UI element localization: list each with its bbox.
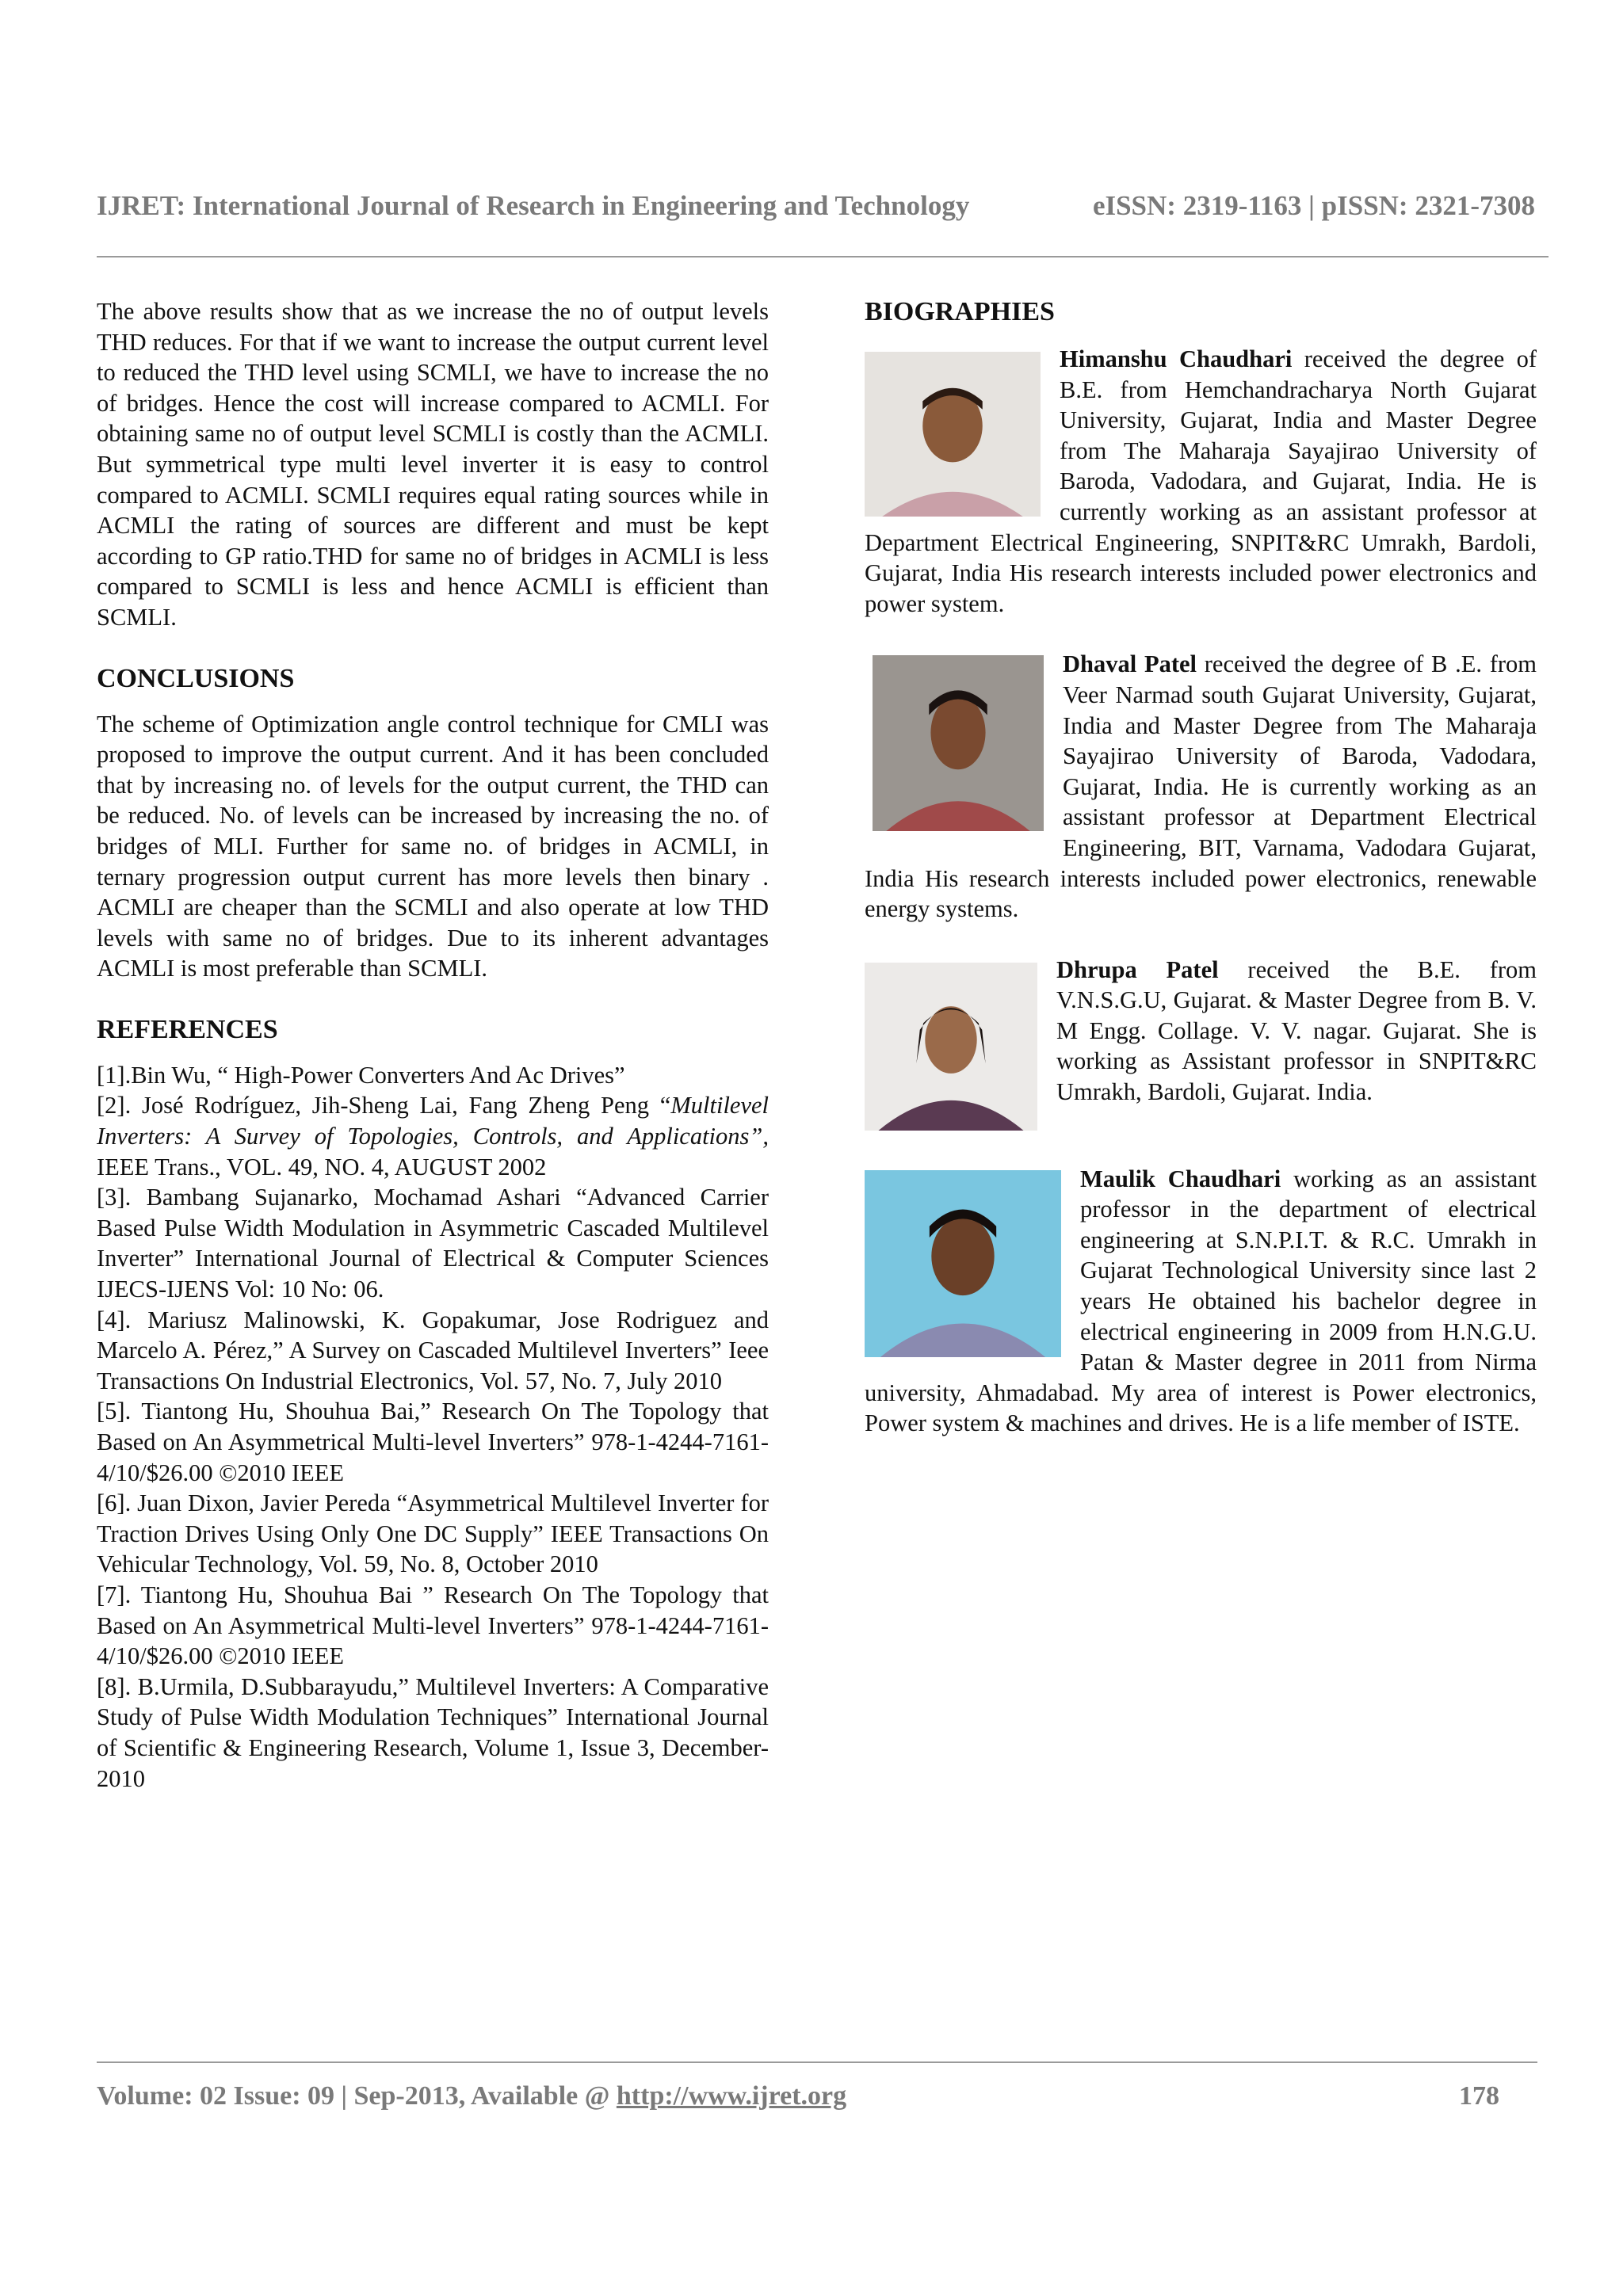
page-number: 178 bbox=[1459, 2081, 1499, 2111]
bio-name: Dhaval Patel bbox=[1063, 650, 1197, 678]
right-column bbox=[865, 296, 1537, 1439]
biography-himanshu bbox=[865, 344, 1537, 619]
results-paragraph: The above results show that as we increase the no of output levels THD reduces. For that if we want to increase the output current level to reduced the THD level using SCMLI, we have to increase the no of bridges. Hence the cost will increase compared to ACMLI. For obtaining same no of output level SCMLI is costly than the ACMLI. But symmetrical type multi level inverter it is easy to control compared to ACMLI. SCMLI requires equal rating sources while in ACMLI the rating of sources are different and must be kept according to GP ratio.THD for same no of bridges in ACMLI is less compared to SCMLI is less and hence ACMLI is efficient than SCMLI. bbox=[97, 298, 769, 631]
running-footer bbox=[97, 2081, 1499, 2111]
reference-item: [2]. José Rodríguez, Jih-Sheng Lai, Fang Zheng Peng “Multilevel Inverters: A Survey of Topologies, Controls, and Applications”, IEEE Trans., VOL. 49, NO. 4, AUGUST 2002 bbox=[97, 1092, 769, 1180]
bio-text: working as an assistant professor in the department of electrical engineering at S.N.P.I.T. & R.C. Umrakh in Gujarat Technological University since last 2 years He obtained his bachelor degree in electrical engineering in 2009 from H.N.G.U. Patan & Master degree in 2011 from Nirma university, Ahmadabad. My area of interest is Power electronics, Power system & machines and drives. He is a life member of ISTE. bbox=[865, 1165, 1537, 1437]
reference-item: [5]. Tiantong Hu, Shouhua Bai,” Research On The Topology that Based on An Asymmetrical Multi-level Inverters” 978-1-4244-7161-4/10/$26.00 ©2010 IEEE bbox=[97, 1398, 769, 1486]
footer-divider bbox=[97, 2061, 1537, 2063]
journal-title: IJRET: International Journal of Research in Engineering and Technology bbox=[97, 190, 970, 221]
reference-title: Multilevel Inverters: A Survey of Topologies, Controls, and Applications”, bbox=[97, 1092, 769, 1150]
reference-item: [8]. B.Urmila, D.Subbarayudu,” Multilevel Inverters: A Comparative Study of Pulse Width Modulation Techniques” International Journal of Scientific & Engineering Research, Volume 1, Issue 3, December-2010 bbox=[97, 1672, 769, 1792]
biography-dhaval bbox=[865, 649, 1537, 924]
issn-info: eISSN: 2319-1163 | pISSN: 2321-7308 bbox=[1092, 190, 1535, 221]
biographies-heading: BIOGRAPHIES bbox=[865, 297, 1055, 326]
reference-item: [3]. Bambang Sujanarko, Mochamad Ashari “Advanced Carrier Based Pulse Width Modulation in Asymmetric Cascaded Multilevel Inverter” International Journal of Electrical & Computer Sciences IJECS-IJENS Vol: 10 No: 06. bbox=[97, 1184, 769, 1303]
bio-text: received the degree of B.E. from Hemchandracharya North Gujarat University, Gujarat, India and Master Degree from The Maharaja Sayajirao University of Baroda, Vadodara, and Gujarat, India. He is currently working as an assistant professor at Department Electrical Engineering, SNPIT&RC Umrakh, Bardoli, Gujarat, India His research interests included power electronics and power system. bbox=[865, 345, 1537, 617]
author-photo bbox=[865, 352, 1041, 517]
biography-dhrupa bbox=[865, 955, 1537, 1134]
references-heading: REFERENCES bbox=[97, 1014, 278, 1044]
reference-item: [4]. Mariusz Malinowski, K. Gopakumar, Jose Rodriguez and Marcelo A. Pérez,” A Survey on Cascaded Multilevel Inverters” Ieee Transactions On Industrial Electronics, Vol. 57, No. 7, July 2010 bbox=[97, 1306, 769, 1394]
reference-item: [6]. Juan Dixon, Javier Pereda “Asymmetrical Multilevel Inverter for Traction Drives Using Only One DC Supply” IEEE Transactions On Vehicular Technology, Vol. 59, No. 8, October 2010 bbox=[97, 1489, 769, 1578]
reference-item: [1].Bin Wu, “ High-Power Converters And Ac Drives” bbox=[97, 1061, 625, 1089]
left-column bbox=[97, 296, 769, 1794]
bio-name: Himanshu Chaudhari bbox=[1060, 345, 1293, 372]
bio-name: Maulik Chaudhari bbox=[1080, 1165, 1281, 1192]
header-divider bbox=[97, 256, 1549, 257]
conclusions-paragraph: The scheme of Optimization angle control technique for CMLI was proposed to improve the output current. And it has been concluded that by increasing no. of levels for the output current, the THD can be reduced. No. of levels can be increased by increasing the no. of bridges of MLI. Further for same no. of bridges in ACMLI, in ternary progression output current has more levels then binary . ACMLI are cheaper than the SCMLI and also operate at low THD levels with same no of bridges. Due to its inherent advantages ACMLI is most preferable than SCMLI. bbox=[97, 710, 769, 982]
biography-maulik bbox=[865, 1164, 1537, 1439]
journal-link[interactable]: http://www.ijret.org bbox=[616, 2081, 847, 2111]
author-photo bbox=[865, 1170, 1061, 1357]
author-photo bbox=[865, 963, 1037, 1131]
reference-item: [7]. Tiantong Hu, Shouhua Bai ” Research On The Topology that Based on An Asymmetrical Multi-level Inverters” 978-1-4244-7161-4/10/$26.00 ©2010 IEEE bbox=[97, 1581, 769, 1670]
running-header bbox=[97, 190, 1535, 222]
author-photo bbox=[873, 655, 1044, 831]
bio-name: Dhrupa Patel bbox=[1056, 955, 1219, 983]
bio-text: received the B.E. from V.N.S.G.U, Gujarat. & Master Degree from B. V. M Engg. Collage. V. V. nagar. Gujarat. She is working as Assistant professor in SNPIT&RC Umrakh, Bardoli, Gujarat. India. bbox=[1056, 955, 1537, 1106]
conclusions-heading: CONCLUSIONS bbox=[97, 663, 295, 693]
bio-text: received the degree of B .E. from Veer Narmad south Gujarat University, Gujarat, India and Master Degree from The Maharaja Sayajirao University of Baroda, Vadodara, Gujarat, India. He is currently working as an assistant professor at Department Electrical Engineering, BIT, Varnama, Vadodara Gujarat, India His research interests included power electronics, renewable energy systems. bbox=[865, 650, 1537, 923]
volume-info: Volume: 02 Issue: 09 | Sep-2013, Available @ http://www.ijret.org bbox=[97, 2081, 847, 2111]
